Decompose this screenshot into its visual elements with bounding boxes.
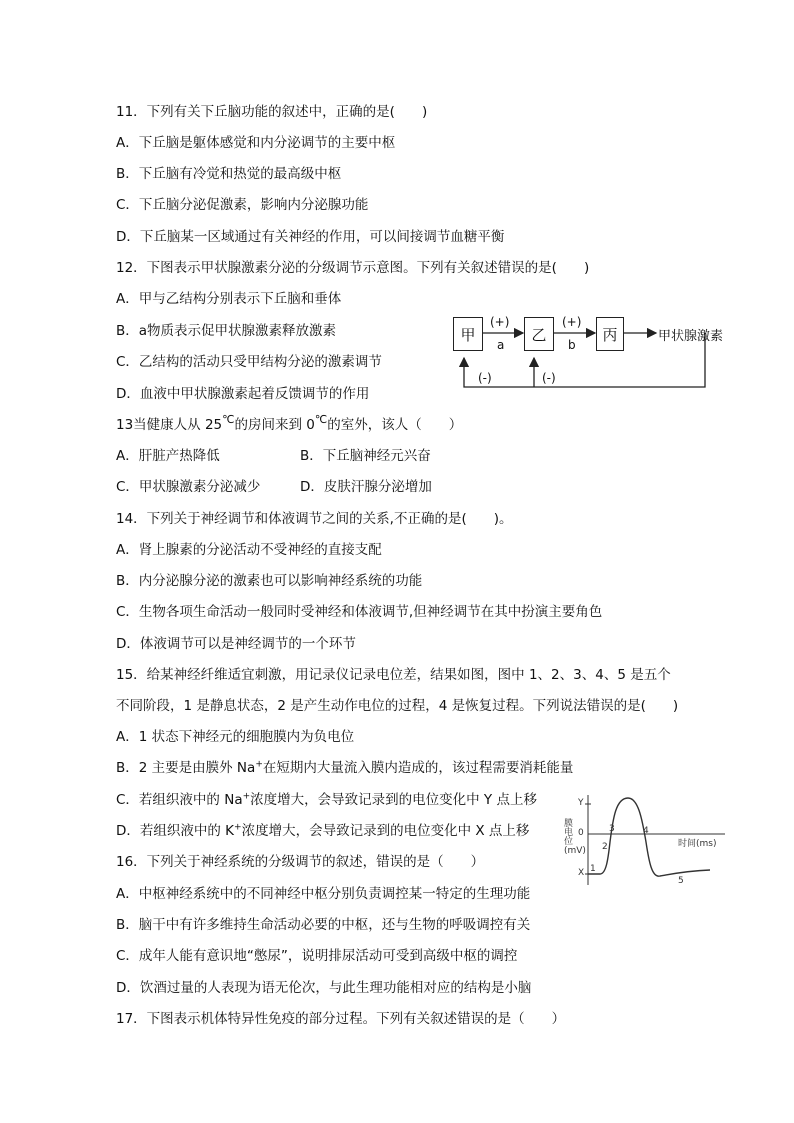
q15-option-b-text1: B．2 主要是由膜外 Na <box>116 760 256 776</box>
q14-option-a: A．肾上腺素的分泌活动不受神经的直接支配 <box>116 542 382 558</box>
x-axis-label: 时间(ms) <box>678 839 717 849</box>
y-axis-label: 膜电位(mV) <box>564 819 586 856</box>
action-potential-graph <box>560 790 730 890</box>
output-thyroid-hormone-label: 甲状腺激素 <box>658 329 724 344</box>
q12-option-c: C．乙结构的活动只受甲结构分泌的激素调节 <box>116 354 382 370</box>
q12-stem: 12．下图表示甲状腺激素分泌的分级调节示意图。下列有关叙述错误的是( ) <box>116 260 590 276</box>
q14-option-d: D．体液调节可以是神经调节的一个环节 <box>116 636 356 652</box>
substance-a-label: a <box>497 338 505 352</box>
stage-3-label: 3 <box>609 824 615 834</box>
q13-option-a: A．肝脏产热降低 <box>116 448 220 464</box>
minus-label-1: (-) <box>478 371 492 385</box>
q11-option-b: B．下丘脑有冷觉和热觉的最高级中枢 <box>116 166 342 182</box>
thyroid-regulation-diagram <box>450 305 740 395</box>
q13-option-c: C．甲状腺激素分泌减少 <box>116 479 261 495</box>
q15-option-c-text1: C．若组织液中的 Na <box>116 792 243 808</box>
stage-2-label: 2 <box>602 842 608 852</box>
q13-stem <box>116 413 463 434</box>
q15-stem-line2: 不同阶段，1 是静息状态，2 是产生动作电位的过程，4 是恢复过程。下列说法错误的是( ) <box>116 698 679 714</box>
q13-option-b: B．下丘脑神经元兴奋 <box>300 448 431 464</box>
stage-4-label: 4 <box>643 826 649 836</box>
q11-option-d: D．下丘脑某一区域通过有关神经的作用，可以间接调节血糖平衡 <box>116 229 505 245</box>
q15-option-c-text2: 浓度增大，会导致记录到的电位变化中 Y 点上移 <box>250 792 537 808</box>
q15-option-d-text1: D．若组织液中的 K <box>116 823 235 839</box>
x-marker: X <box>578 868 585 878</box>
celsius-symbol: ℃ <box>314 413 328 426</box>
box-bing: 丙 <box>596 317 624 351</box>
minus-label-2: (-) <box>542 371 556 385</box>
q15-option-a: A．1 状态下神经元的细胞膜内为负电位 <box>116 729 355 745</box>
q15-option-b-text2: 在短期内大量流入膜内造成的，该过程需要消耗能量 <box>262 760 574 776</box>
q12-option-b: B．a物质表示促甲状腺激素释放激素 <box>116 323 337 339</box>
q13-stem-part1: 13当健康人从 25 <box>116 417 223 433</box>
q16-option-a: A．中枢神经系统中的不同神经中枢分别负责调控某一特定的生理功能 <box>116 886 531 902</box>
ion-charge: + <box>255 759 263 770</box>
q17-stem: 17．下图表示机体特异性免疫的部分过程。下列有关叙述错误的是（ ） <box>116 1011 566 1027</box>
q14-option-b: B．内分泌腺分泌的激素也可以影响神经系统的功能 <box>116 573 423 589</box>
y-marker: Y <box>578 798 584 808</box>
zero-marker: 0 <box>578 828 584 838</box>
q11-option-c: C．下丘脑分泌促激素，影响内分泌腺功能 <box>116 197 369 213</box>
box-jia: 甲 <box>453 317 483 351</box>
substance-b-label: b <box>568 338 576 352</box>
stage-5-label: 5 <box>678 876 684 886</box>
q15-option-d <box>116 823 529 839</box>
q15-stem-line1: 15．给某神经纤维适宜刺激，用记录仪记录电位差，结果如图，图中 1、2、3、4、5 是五个 <box>116 667 671 683</box>
q13-stem-part2: 的房间来到 0 <box>234 417 315 433</box>
q14-option-c: C．生物各项生命活动一般同时受神经和体液调节,但神经调节在其中扮演主要角色 <box>116 604 603 620</box>
q14-stem: 14．下列关于神经调节和体液调节之间的关系,不正确的是( )。 <box>116 511 513 527</box>
q13-stem-part3: 的室外，该人（ ） <box>327 417 463 433</box>
q16-stem: 16．下列关于神经系统的分级调节的叙述，错误的是（ ） <box>116 854 485 870</box>
q15-option-b <box>116 760 573 776</box>
q11-option-a: A．下丘脑是躯体感觉和内分泌调节的主要中枢 <box>116 135 396 151</box>
q15-option-d-text2: 浓度增大，会导致记录到的电位变化中 X 点上移 <box>241 823 530 839</box>
q12-option-a: A．甲与乙结构分别表示下丘脑和垂体 <box>116 291 342 307</box>
box-yi: 乙 <box>524 317 554 351</box>
stage-1-label: 1 <box>590 864 596 874</box>
q13-option-d: D．皮肤汗腺分泌增加 <box>300 479 432 495</box>
q11-stem: 11．下列有关下丘脑功能的叙述中，正确的是( ) <box>116 104 428 120</box>
ion-charge: + <box>234 822 242 833</box>
q12-option-d: D．血液中甲状腺激素起着反馈调节的作用 <box>116 386 370 402</box>
q16-option-d: D．饮酒过量的人表现为语无伦次，与此生理功能相对应的结构是小脑 <box>116 980 532 996</box>
celsius-symbol: ℃ <box>222 413 235 426</box>
plus-label-2: (+) <box>562 315 582 329</box>
q16-option-c: C．成年人能有意识地“憋尿”，说明排尿活动可受到高级中枢的调控 <box>116 948 518 964</box>
ion-charge: + <box>242 791 251 802</box>
plus-label-1: (+) <box>490 315 510 329</box>
q16-option-b: B．脑干中有许多维持生命活动必要的中枢，还与生物的呼吸调控有关 <box>116 917 531 933</box>
q15-option-c <box>116 792 537 808</box>
